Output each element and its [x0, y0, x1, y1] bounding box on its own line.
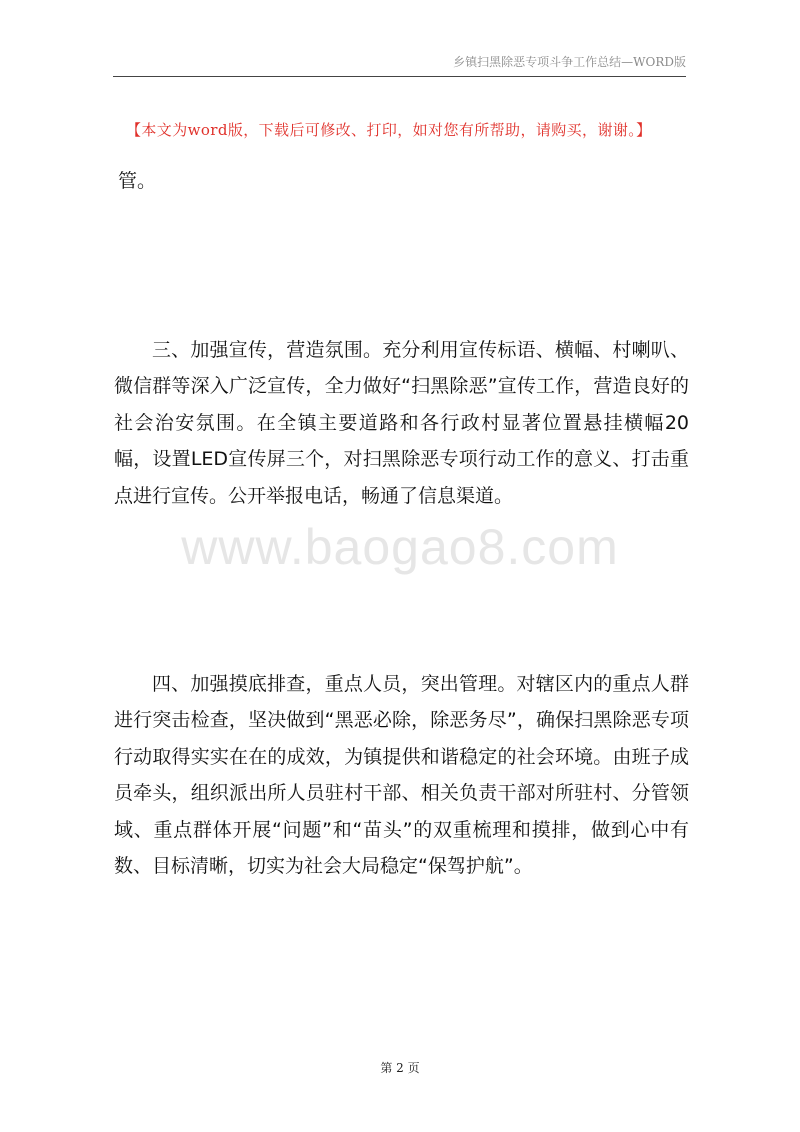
page-header: [113, 52, 686, 77]
purchase-notice: 【本文为word版，下载后可修改、打印，如对您有所帮助，请购买，谢谢。】: [126, 121, 652, 139]
header-title: 乡镇扫黑除恶专项斗争工作总结—WORD版: [453, 55, 686, 69]
continued-fragment: 管。: [118, 170, 157, 192]
page-footer: [0, 1059, 800, 1076]
page-number: 第 2 页: [380, 1061, 420, 1075]
watermark: www.baogao8.com: [181, 519, 619, 575]
paragraph-4-investigation: 四、加强摸底排查，重点人员，突出管理。对辖区内的重点人群进行突击检查，坚决做到“黑恶必除，除恶务尽”，确保扫黑除恶专项行动取得实实在在的成效，为镇提供和谐稳定的社会环境。由班子成员牵头，组织派出所人员驻村干部、相关负责干部对所驻村、分管领域、重点群体开展“问题”和“苗头”的双重梳理和摸排，做到心中有数、目标清晰，切实为社会大局稳定“保驾护航”。: [114, 673, 689, 878]
paragraph-3-publicity: 三、加强宣传，营造氛围。充分利用宣传标语、横幅、村喇叭、微信群等深入广泛宣传，全力做好“扫黑除恶”宣传工作，营造良好的社会治安氛围。在全镇主要道路和各行政村显著位置悬挂横幅20幅，设置LED宣传屏三个，对扫黑除恶专项行动工作的意义、打击重点进行宣传。公开举报电话，畅通了信息渠道。: [114, 339, 689, 507]
